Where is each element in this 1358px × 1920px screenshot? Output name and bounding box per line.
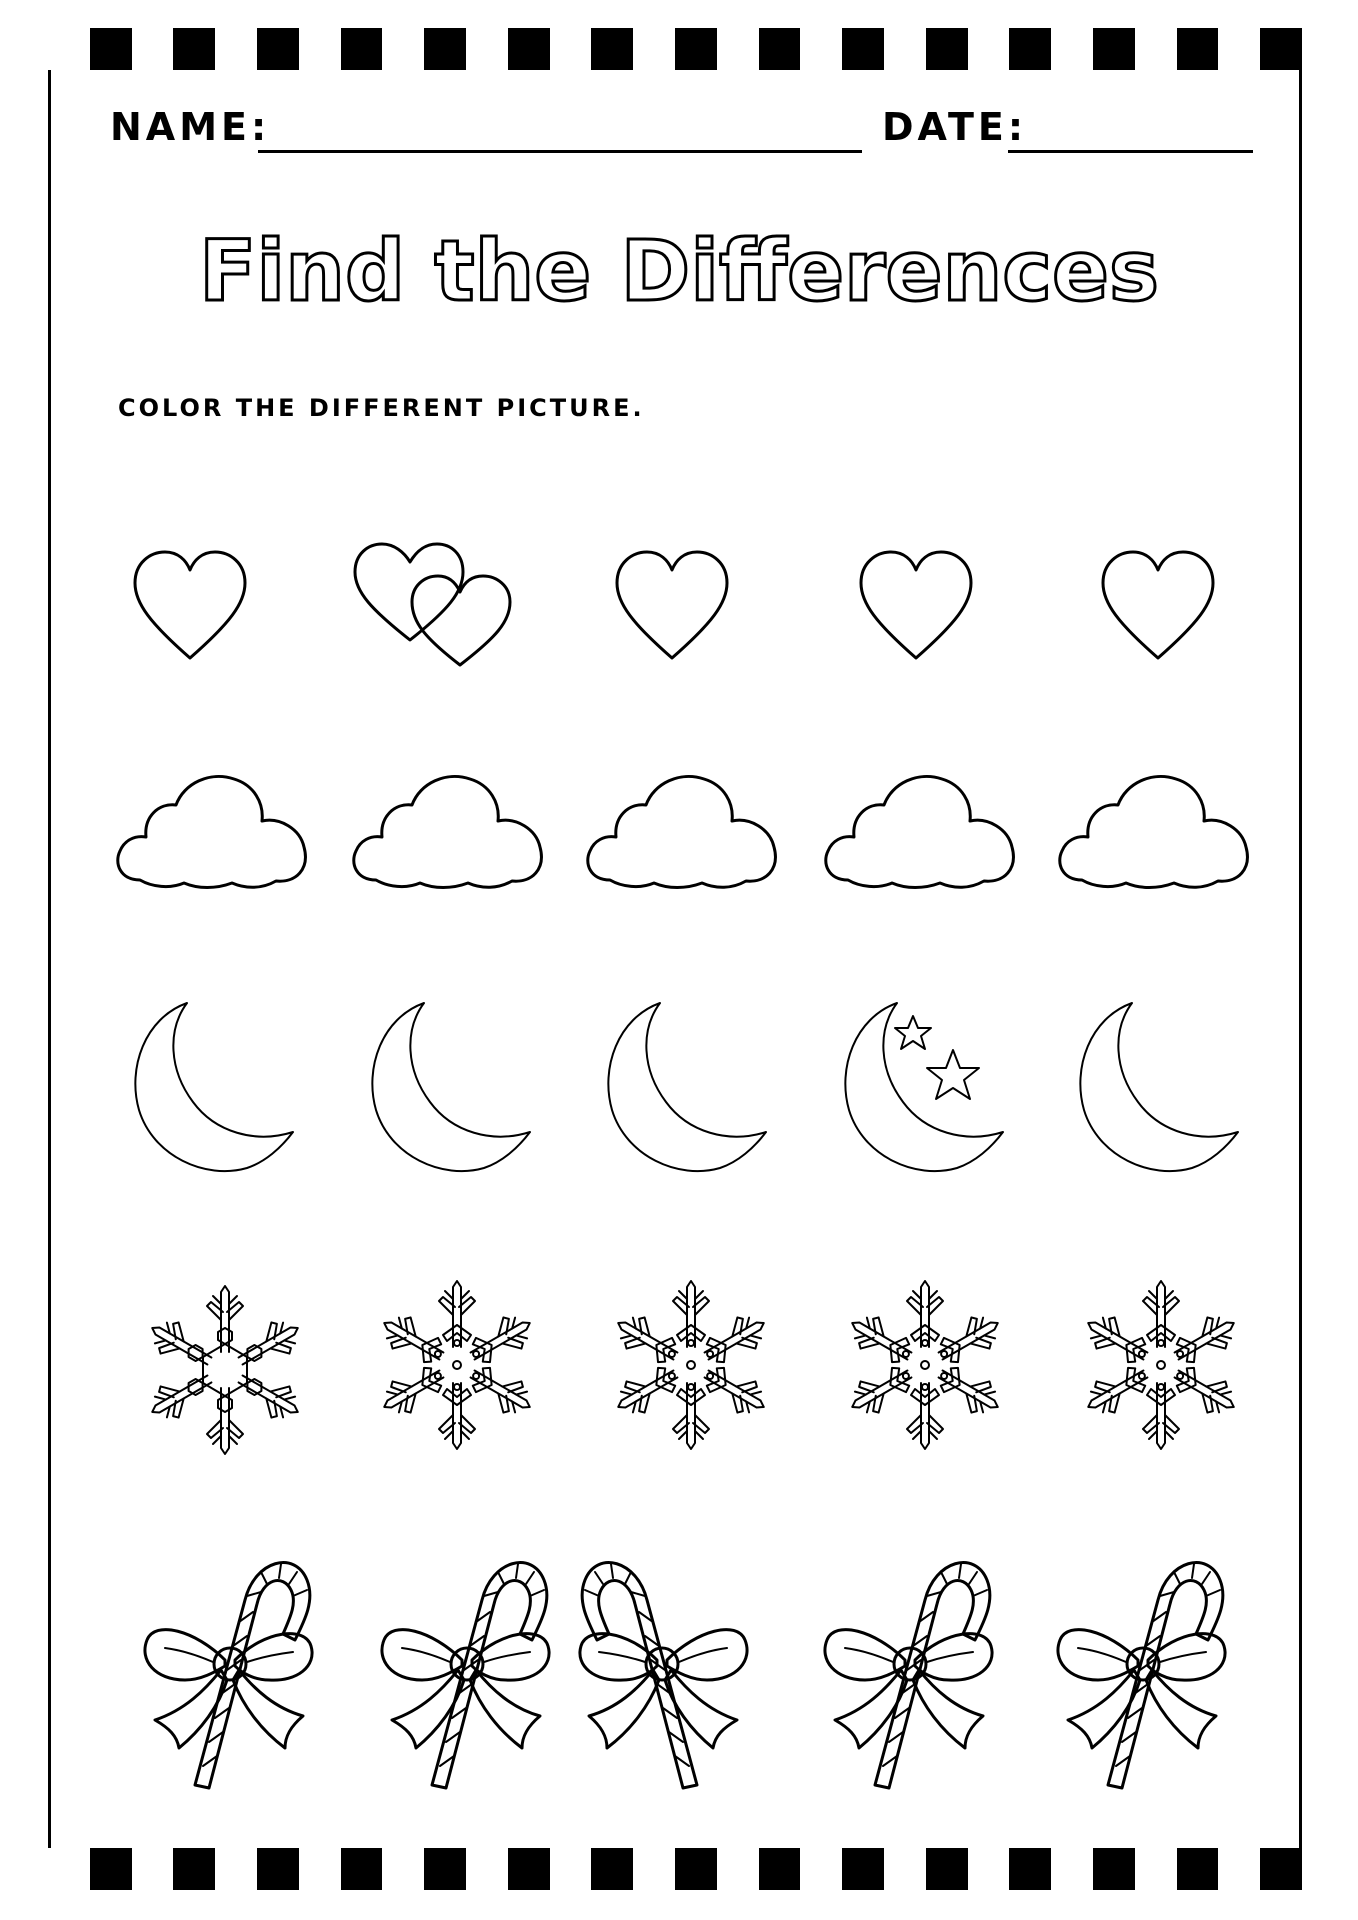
- heart-icon[interactable]: [1098, 548, 1218, 663]
- double-heart-icon[interactable]: [350, 540, 520, 670]
- snowflake-icon[interactable]: [372, 1275, 542, 1455]
- cloud-icon[interactable]: [1052, 765, 1257, 890]
- date-label: DATE:: [882, 105, 1028, 149]
- large-star-icon: [927, 1050, 979, 1099]
- crescent-moon-icon[interactable]: [598, 998, 768, 1178]
- heart-icon[interactable]: [612, 548, 732, 663]
- instruction-text: COLOR THE DIFFERENT PICTURE.: [118, 394, 645, 422]
- cloud-icon[interactable]: [346, 765, 551, 890]
- cloud-icon[interactable]: [110, 765, 315, 890]
- page-title-text: Find the Differences: [198, 222, 1160, 320]
- name-label: NAME:: [110, 105, 271, 149]
- crescent-moon-icon[interactable]: [362, 998, 532, 1178]
- snowflake-alt-icon[interactable]: [140, 1280, 310, 1460]
- small-star-icon: [895, 1016, 931, 1049]
- candy-cane-icon[interactable]: [125, 1530, 320, 1800]
- candy-cane-icon[interactable]: [362, 1530, 557, 1800]
- moon-with-stars-icon[interactable]: [835, 998, 1005, 1178]
- heart-icon[interactable]: [856, 548, 976, 663]
- snowflake-icon[interactable]: [606, 1275, 776, 1455]
- cloud-icon[interactable]: [580, 765, 785, 890]
- crescent-moon-icon[interactable]: [1070, 998, 1240, 1178]
- candy-cane-icon[interactable]: [805, 1530, 1000, 1800]
- snowflake-icon[interactable]: [840, 1275, 1010, 1455]
- heart-icon[interactable]: [130, 548, 250, 663]
- candy-cane-flipped-icon[interactable]: [572, 1530, 767, 1800]
- cloud-icon[interactable]: [818, 765, 1023, 890]
- candy-cane-icon[interactable]: [1038, 1530, 1233, 1800]
- crescent-moon-icon[interactable]: [125, 998, 295, 1178]
- snowflake-icon[interactable]: [1076, 1275, 1246, 1455]
